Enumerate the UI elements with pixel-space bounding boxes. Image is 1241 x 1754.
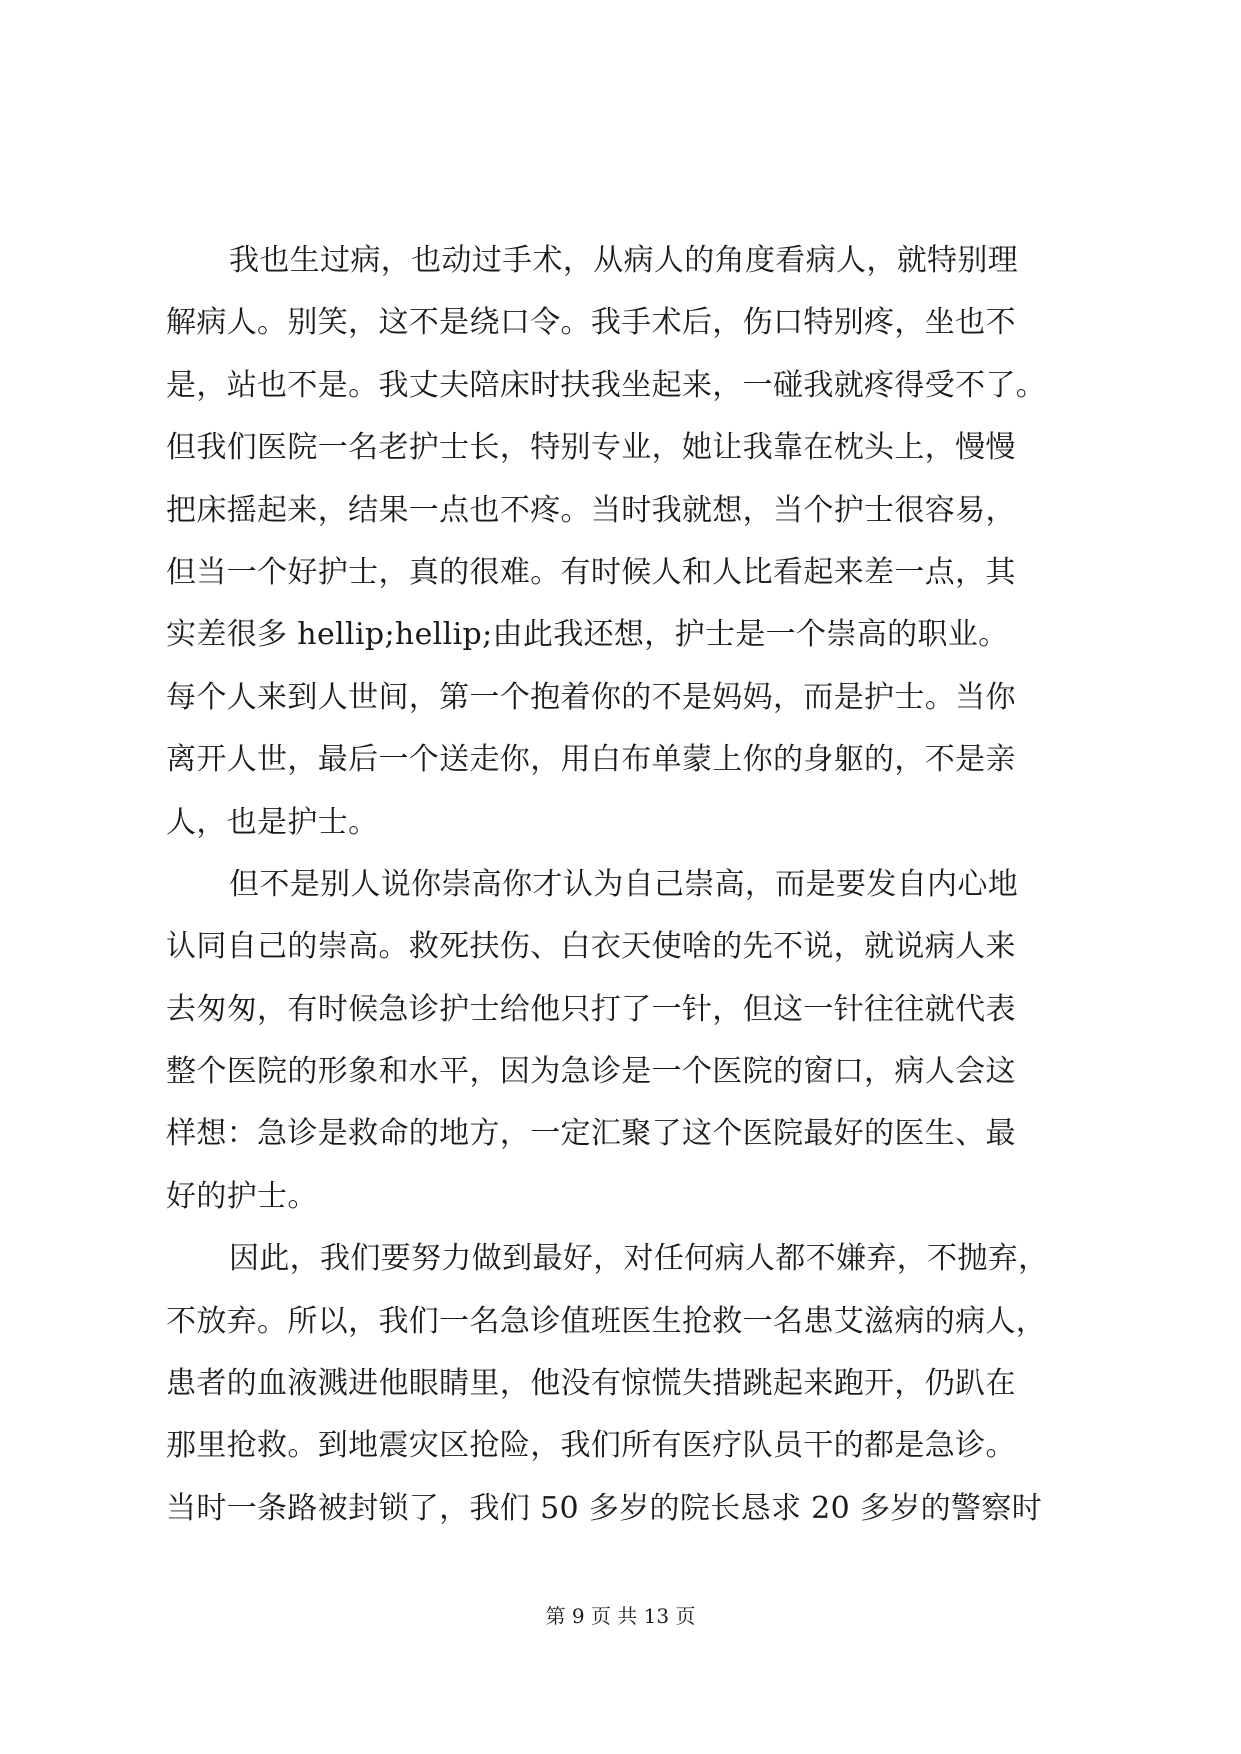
text-line: 离开人世，最后一个送走你，用白布单蒙上你的身躯的，不是亲 — [166, 742, 1016, 778]
page-number-footer: 第 9 页 共 13 页 — [545, 1604, 696, 1628]
text-line: 认同自己的崇高。救死扶伤、白衣天使啥的先不说，就说病人来 — [166, 929, 1016, 965]
text-line: 是，站也不是。我丈夫陪床时扶我坐起来，一碰我就疼得受不了。 — [166, 367, 1047, 403]
body-text — [166, 230, 1076, 1540]
text-line: 当时一条路被封锁了，我们 50 多岁的院长恳求 20 多岁的警察时 — [166, 1490, 1043, 1526]
text-line: 我也生过病，也动过手术，从病人的角度看病人，就特别理 — [229, 243, 1019, 278]
text-line: 但不是别人说你崇高你才认为自己崇高，而是要发自内心地 — [229, 866, 1019, 902]
text-line: 但我们医院一名老护士长，特别专业，她让我靠在枕头上，慢慢 — [166, 430, 1016, 466]
text-line: 每个人来到人世间，第一个抱着你的不是妈妈，而是护士。当你 — [166, 679, 1016, 715]
text-line: 患者的血液溅进他眼睛里，他没有惊慌失措跳起来跑开，仍趴在 — [166, 1366, 1016, 1402]
text-line: 因此，我们要努力做到最好，对任何病人都不嫌弃，不抛弃， — [229, 1241, 1049, 1277]
text-line: 解病人。别笑，这不是绕口令。我手术后，伤口特别疼，坐也不 — [166, 305, 1016, 341]
text-line: 实差很多 hellip;hellip;由此我还想，护士是一个崇高的职业。 — [166, 617, 1009, 653]
text-line: 样想：急诊是救命的地方，一定汇聚了这个医院最好的医生、最 — [166, 1116, 1016, 1152]
text-line: 人，也是护士。 — [166, 804, 379, 840]
text-line: 去匆匆，有时候急诊护士给他只打了一针，但这一针往往就代表 — [166, 991, 1016, 1027]
text-line: 把床摇起来，结果一点也不疼。当时我就想，当个护士很容易， — [166, 492, 1016, 528]
text-line: 那里抢救。到地震灾区抢险，我们所有医疗队员干的都是急诊。 — [166, 1428, 1016, 1464]
text-line: 但当一个好护士，真的很难。有时候人和人比看起来差一点，其 — [166, 554, 1016, 590]
text-line: 好的护士。 — [166, 1178, 318, 1214]
text-line: 不放弃。所以，我们一名急诊值班医生抢救一名患艾滋病的病人， — [166, 1303, 1047, 1339]
text-line: 整个医院的形象和水平，因为急诊是一个医院的窗口，病人会这 — [166, 1054, 1016, 1090]
